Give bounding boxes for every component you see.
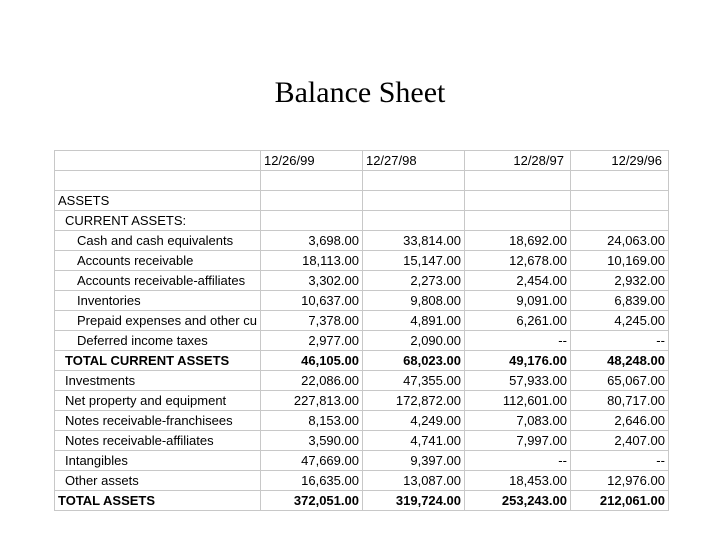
row-label: Intangibles [55,451,261,471]
value-cell: -- [570,331,668,351]
row-label: Accounts receivable [55,251,261,271]
value-cell: 16,635.00 [260,471,362,491]
row-label: Cash and cash equivalents [55,231,261,251]
table-row [55,331,669,351]
value-cell [464,191,570,211]
table-row [55,431,669,451]
balance-sheet-table [54,150,669,511]
value-cell: 15,147.00 [362,251,464,271]
header-date-1996: 12/29/96 [570,151,668,171]
value-cell: 57,933.00 [464,371,570,391]
value-cell: 7,083.00 [464,411,570,431]
value-cell: 2,407.00 [570,431,668,451]
value-cell: 13,087.00 [362,471,464,491]
value-cell: 22,086.00 [260,371,362,391]
value-cell: 7,378.00 [260,311,362,331]
value-cell: 12,976.00 [570,471,668,491]
value-cell: 4,249.00 [362,411,464,431]
row-label: CURRENT ASSETS: [55,211,261,231]
value-cell: 227,813.00 [260,391,362,411]
value-cell: -- [570,451,668,471]
value-cell: 2,090.00 [362,331,464,351]
value-cell: 10,169.00 [570,251,668,271]
value-cell: -- [464,331,570,351]
value-cell: 3,590.00 [260,431,362,451]
value-cell: 68,023.00 [362,351,464,371]
value-cell: 33,814.00 [362,231,464,251]
value-cell: 112,601.00 [464,391,570,411]
value-cell: 2,977.00 [260,331,362,351]
row-label: Notes receivable-affiliates [55,431,261,451]
value-cell: 2,454.00 [464,271,570,291]
value-cell [260,211,362,231]
value-cell: 18,453.00 [464,471,570,491]
table-row [55,271,669,291]
table-row [55,191,669,211]
value-cell: 47,355.00 [362,371,464,391]
value-cell: 319,724.00 [362,491,464,511]
value-cell: 48,248.00 [570,351,668,371]
row-label: Investments [55,371,261,391]
value-cell [570,211,668,231]
value-cell: 172,872.00 [362,391,464,411]
table-row [55,451,669,471]
value-cell: 80,717.00 [570,391,668,411]
value-cell: 9,397.00 [362,451,464,471]
table-row [55,411,669,431]
value-cell: 46,105.00 [260,351,362,371]
value-cell [464,211,570,231]
value-cell: 4,245.00 [570,311,668,331]
value-cell: 212,061.00 [570,491,668,511]
table-row [55,231,669,251]
table-row [55,351,669,371]
value-cell: 7,997.00 [464,431,570,451]
value-cell: 10,637.00 [260,291,362,311]
table-row [55,371,669,391]
value-cell: 8,153.00 [260,411,362,431]
value-cell: 4,741.00 [362,431,464,451]
table-row [55,211,669,231]
value-cell: 4,891.00 [362,311,464,331]
value-cell: 372,051.00 [260,491,362,511]
table-row [55,291,669,311]
value-cell: 3,698.00 [260,231,362,251]
value-cell: -- [464,451,570,471]
header-row [55,151,669,171]
value-cell: 6,839.00 [570,291,668,311]
row-label: Prepaid expenses and other cu [55,311,261,331]
value-cell: 65,067.00 [570,371,668,391]
row-label: TOTAL CURRENT ASSETS [55,351,261,371]
row-label: Deferred income taxes [55,331,261,351]
value-cell: 2,273.00 [362,271,464,291]
row-label: Net property and equipment [55,391,261,411]
value-cell: 2,646.00 [570,411,668,431]
value-cell: 253,243.00 [464,491,570,511]
value-cell: 2,932.00 [570,271,668,291]
row-label: Notes receivable-franchisees [55,411,261,431]
header-date-1999: 12/26/99 [260,151,362,171]
value-cell: 47,669.00 [260,451,362,471]
header-date-1998: 12/27/98 [362,151,464,171]
header-label-cell [55,151,261,171]
page-title: Balance Sheet [274,76,446,109]
table-row [55,391,669,411]
table-row [55,471,669,491]
table-row [55,311,669,331]
value-cell: 49,176.00 [464,351,570,371]
row-label: Accounts receivable-affiliates [55,271,261,291]
value-cell: 18,113.00 [260,251,362,271]
value-cell: 12,678.00 [464,251,570,271]
value-cell [260,191,362,211]
spacer-row [55,171,669,191]
value-cell: 9,808.00 [362,291,464,311]
value-cell [570,191,668,211]
value-cell [362,191,464,211]
value-cell: 3,302.00 [260,271,362,291]
row-label: TOTAL ASSETS [55,491,261,511]
value-cell: 24,063.00 [570,231,668,251]
value-cell: 9,091.00 [464,291,570,311]
row-label: Inventories [55,291,261,311]
row-label: Other assets [55,471,261,491]
table-row [55,251,669,271]
row-label: ASSETS [55,191,261,211]
value-cell: 6,261.00 [464,311,570,331]
value-cell [362,211,464,231]
table-row [55,491,669,511]
header-date-1997: 12/28/97 [464,151,570,171]
value-cell: 18,692.00 [464,231,570,251]
